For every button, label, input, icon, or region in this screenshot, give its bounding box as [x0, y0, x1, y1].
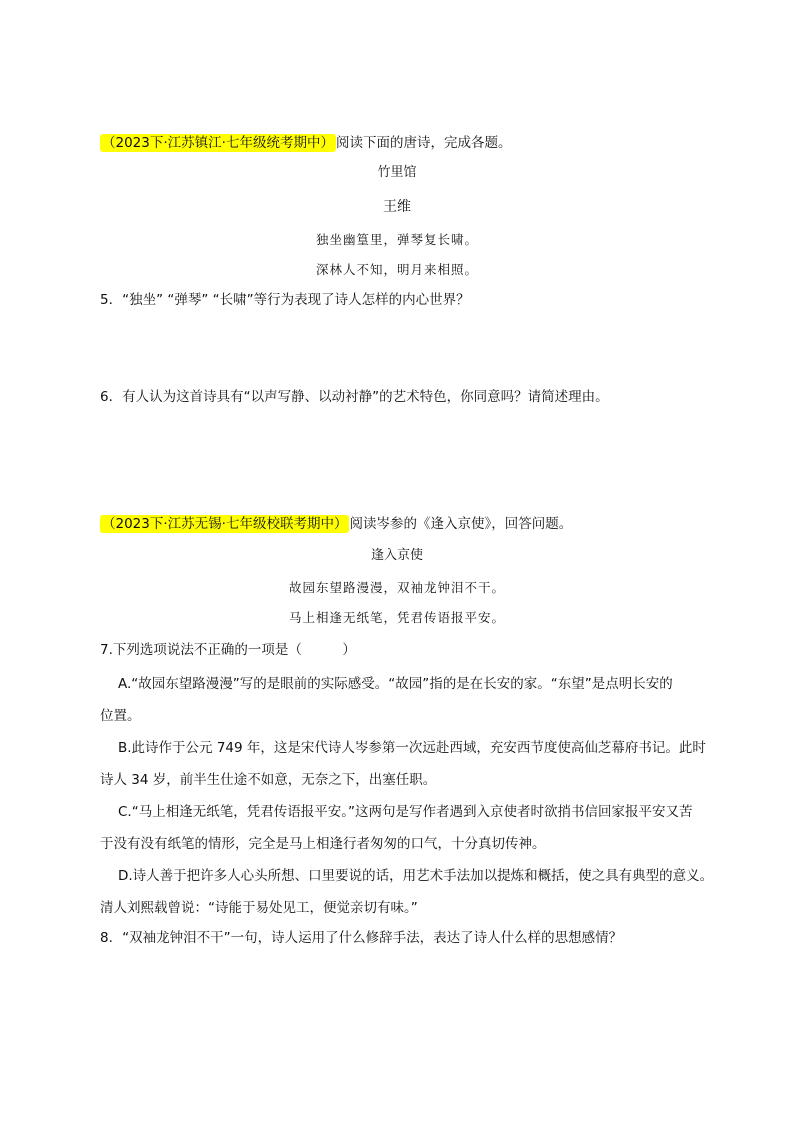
poem-verse: 马上相逢无纸笔，凭君传语报平安。	[288, 610, 505, 625]
source-tag: （2023下·江苏镇江·七年级统考期中）	[102, 135, 334, 151]
option-d-line2: 清人刘熙载曾说：“诗能于易处见工，便觉亲切有味。”	[100, 900, 418, 916]
question-6: 6．有人认为这首诗具有“以声写静、以动衬静”的艺术特色，你同意吗？请简述理由。	[100, 389, 609, 405]
poem-title: 逢入京使	[370, 548, 423, 563]
option-c-line2: 于没有没有纸笔的情形，完全是马上相逢行者匆匆的口气，十分真切传神。	[100, 836, 546, 852]
poem-verse: 深林人不知，明月来相照。	[315, 262, 478, 277]
question-5: 5．“独坐” “弹琴” “长啸”等行为表现了诗人怎样的内心世界？	[100, 292, 470, 308]
section1-header	[100, 133, 511, 153]
instruction-text: 阅读下面的唐诗，完成各题。	[335, 135, 512, 151]
option-d-line1: D.诗人善于把许多人心头所想、口里要说的话，用艺术手法加以提炼和概括，使之具有典型的意义。	[118, 868, 714, 884]
poem-title: 竹里馆	[377, 165, 417, 180]
option-a-line2: 位置。	[100, 708, 141, 724]
question-8: 8．“双袖龙钟泪不干”一句，诗人运用了什么修辞手法，表达了诗人什么样的思想感情？	[100, 930, 623, 946]
poem-author: 王维	[383, 199, 411, 215]
poem-verse: 独坐幽篁里，弹琴复长啸。	[315, 232, 478, 247]
option-b-line2: 诗人 34 岁，前半生仕途不如意，无奈之下，出塞任职。	[100, 772, 437, 788]
poem-verse: 故园东望路漫漫，双袖龙钟泪不干。	[288, 580, 505, 595]
instruction-text: 阅读岑参的《逢入京使》，回答问题。	[349, 516, 573, 532]
option-c-line1: C.“马上相逢无纸笔，凭君传语报平安。”这两句是写作者遇到入京使者时欲捎书信回家报平安又苦	[118, 804, 693, 820]
option-b-line1: B.此诗作于公元 749 年，这是宋代诗人岑参第一次远赴西域，充安西节度使高仙芝幕府书记。此时	[118, 740, 706, 756]
option-a-line1: A.“故园东望路漫漫”写的是眼前的实际感受。“故园”指的是在长安的家。“东望”是点明长安的	[118, 676, 673, 692]
source-tag: （2023下·江苏无锡·七年级校联考期中）	[102, 516, 348, 532]
section2-header	[100, 514, 572, 534]
question-7-stem: 7.下列选项说法不正确的一项是（ ）	[100, 642, 356, 658]
